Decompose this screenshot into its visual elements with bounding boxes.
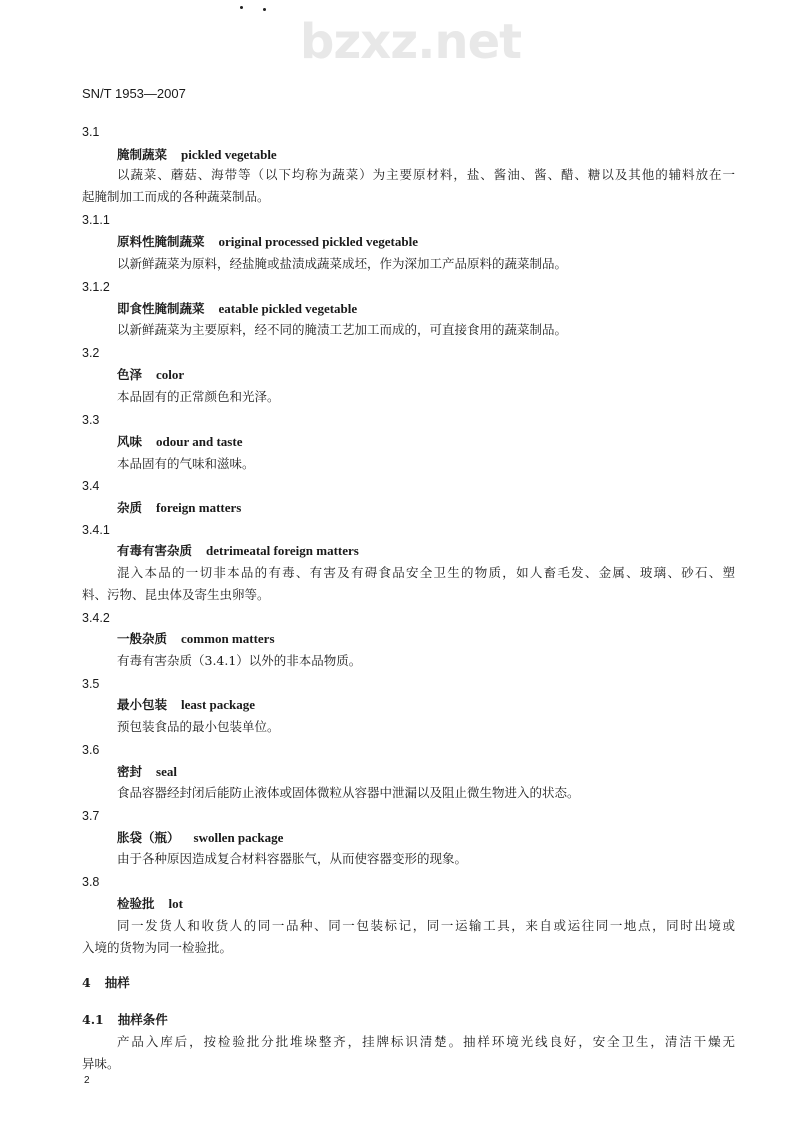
term-zh: 最小包装 <box>117 697 168 712</box>
term-heading <box>117 234 418 250</box>
term-zh: 密封 <box>117 764 143 779</box>
term-zh: 腌制蔬菜 <box>117 147 168 162</box>
term-en: color <box>156 367 185 382</box>
term-heading <box>117 830 283 846</box>
definition-text: 同一发货人和收货人的同一品种、同一包装标记，同一运输工具，来自或运往同一地点，同时出境或 <box>117 918 735 933</box>
watermark: bzxz.net <box>300 14 522 70</box>
term-heading <box>117 896 183 912</box>
clause-number: 3.3 <box>82 413 100 427</box>
definition-text: 异味。 <box>82 1056 120 1071</box>
page-number: 2 <box>84 1075 90 1086</box>
clause-number: 3.1.1 <box>82 213 110 227</box>
section-title: 抽样 <box>104 975 130 990</box>
clause-number: 3.7 <box>82 809 100 823</box>
term-heading <box>117 500 241 516</box>
section-title: 抽样条件 <box>117 1012 168 1027</box>
term-en: seal <box>156 764 177 779</box>
section-heading <box>82 1012 168 1028</box>
term-zh: 检验批 <box>117 896 155 911</box>
clause-number: 3.2 <box>82 346 100 360</box>
clause-number: 3.5 <box>82 677 100 691</box>
definition-text: 预包装食品的最小包装单位。 <box>117 719 280 734</box>
term-zh: 杂质 <box>117 500 143 515</box>
term-heading <box>117 367 184 383</box>
clause-number: 3.8 <box>82 875 100 889</box>
clause-number: 3.4.1 <box>82 523 110 537</box>
term-en: original processed pickled vegetable <box>218 234 418 249</box>
term-en: lot <box>168 896 183 911</box>
definition-text: 料、污物、昆虫体及寄生虫卵等。 <box>82 587 270 602</box>
term-zh: 色泽 <box>117 367 143 382</box>
term-zh: 即食性腌制蔬菜 <box>117 301 205 316</box>
term-heading <box>117 697 255 713</box>
term-heading <box>117 147 277 163</box>
definition-text: 以蔬菜、蘑菇、海带等（以下均称为蔬菜）为主要原材料，盐、酱油、酱、醋、糖以及其他的辅料放在一 <box>117 167 735 182</box>
term-en: foreign matters <box>156 500 242 515</box>
clause-number: 3.1 <box>82 125 100 139</box>
definition-text: 本品固有的气味和滋味。 <box>117 456 255 471</box>
clause-number: 3.4.2 <box>82 611 110 625</box>
section-number: 4.1 <box>82 1012 104 1027</box>
term-zh: 有毒有害杂质 <box>117 543 193 558</box>
term-heading <box>117 631 275 647</box>
term-heading <box>117 543 359 559</box>
term-heading <box>117 434 242 450</box>
term-zh: 原料性腌制蔬菜 <box>117 234 205 249</box>
term-en: swollen package <box>193 830 284 845</box>
term-zh: 风味 <box>117 434 143 449</box>
term-en: least package <box>181 697 256 712</box>
term-en: common matters <box>181 631 275 646</box>
term-zh: 胀袋（瓶） <box>117 830 180 845</box>
scan-speck <box>263 8 266 11</box>
definition-text: 混入本品的一切非本品的有毒、有害及有碍食品安全卫生的物质，如人畜毛发、金属、玻璃、砂石、塑 <box>117 565 735 580</box>
definition-text: 由于各种原因造成复合材料容器胀气，从而使容器变形的现象。 <box>117 851 468 866</box>
term-en: eatable pickled vegetable <box>218 301 358 316</box>
section-number: 4 <box>82 975 91 990</box>
definition-text: 入境的货物为同一检验批。 <box>82 940 233 955</box>
term-en: detrimeatal foreign matters <box>206 543 359 558</box>
document-id: SN/T 1953—2007 <box>82 86 186 101</box>
definition-text: 起腌制加工而成的各种蔬菜制品。 <box>82 189 270 204</box>
clause-number: 3.4 <box>82 479 100 493</box>
definition-text: 以新鲜蔬菜为原料，经盐腌或盐渍成蔬菜成坯，作为深加工产品原料的蔬菜制品。 <box>117 256 568 271</box>
clause-number: 3.1.2 <box>82 280 110 294</box>
definition-text: 食品容器经封闭后能防止液体或固体微粒从容器中泄漏以及阻止微生物进入的状态。 <box>117 785 580 800</box>
definition-text: 有毒有害杂质（3.4.1）以外的非本品物质。 <box>117 653 362 668</box>
term-en: pickled vegetable <box>181 147 277 162</box>
term-zh: 一般杂质 <box>117 631 168 646</box>
term-heading <box>117 301 357 317</box>
clause-number: 3.6 <box>82 743 100 757</box>
term-heading <box>117 764 177 780</box>
definition-text: 以新鲜蔬菜为主要原料，经不同的腌渍工艺加工而成的，可直接食用的蔬菜制品。 <box>117 322 568 337</box>
scan-speck <box>240 6 243 9</box>
section-heading <box>82 975 130 991</box>
term-en: odour and taste <box>156 434 243 449</box>
definition-text: 本品固有的正常颜色和光泽。 <box>117 389 280 404</box>
definition-text: 产品入库后，按检验批分批堆垛整齐，挂牌标识清楚。抽样环境光线良好，安全卫生，清洁干燥无 <box>117 1034 735 1049</box>
